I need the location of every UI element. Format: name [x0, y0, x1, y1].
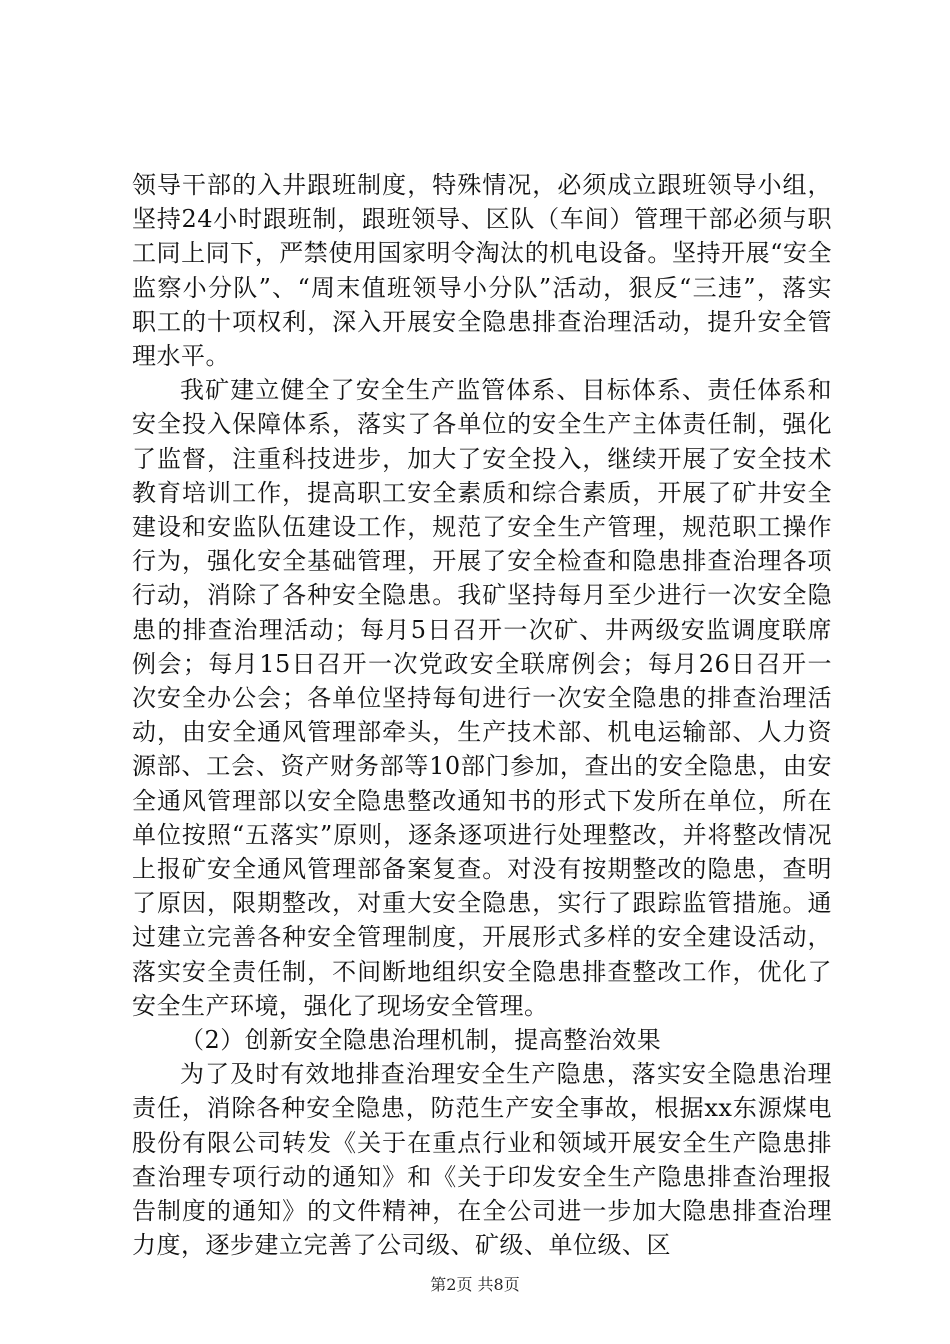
paragraph-continuation: 领导干部的入井跟班制度，特殊情况，必须成立跟班领导小组，坚持24小时跟班制，跟班领导、区队（车间）管理干部必须与职工同上同下，严禁使用国家明令淘汰的机电设备。坚持开展“安全监察小分队”、“周末值班领导小分队”活动，狠反“三违”，落实职工的十项权利，深入开展安全隐患排查治理活动，提升安全管理水平。: [132, 171, 832, 371]
paragraph-hazard-mechanism: 为了及时有效地排查治理安全生产隐患，落实安全隐患治理责任，消除各种安全隐患，防范生产安全事故，根据xx东源煤电股份有限公司转发《关于在重点行业和领域开展安全生产隐患排查治理专项行动的通知》和《关于印发安全生产隐患排查治理报告制度的通知》的文件精神，在全公司进一步加大隐患排查治理力度，逐步建立完善了公司级、矿级、单位级、区: [132, 1060, 832, 1260]
document-body: [132, 168, 832, 1263]
section-heading: （2）创新安全隐患治理机制，提高整治效果: [180, 1026, 662, 1055]
paragraph-safety-system: 我矿建立健全了安全生产监管体系、目标体系、责任体系和安全投入保障体系，落实了各单位的安全生产主体责任制，强化了监督，注重科技进步，加大了安全投入，继续开展了安全技术教育培训工作，提高职工安全素质和综合素质，开展了矿井安全建设和安监队伍建设工作，规范了安全生产管理，规范职工操作行为，强化安全基础管理，开展了安全检查和隐患排查治理各项行动，消除了各种安全隐患。我矿坚持每月至少进行一次安全隐患的排查治理活动；每月5日召开一次矿、井两级安监调度联席例会；每月15日召开一次党政安全联席例会；每月26日召开一次安全办公会；各单位坚持每旬进行一次安全隐患的排查治理活动，由安全通风管理部牵头，生产技术部、机电运输部、人力资源部、工会、资产财务部等10部门参加，查出的安全隐患，由安全通风管理部以安全隐患整改通知书的形式下发所在单位，所在单位按照“五落实”原则，逐条逐项进行处理整改，并将整改情况上报矿安全通风管理部备案复查。对没有按期整改的隐患，查明了原因，限期整改，对重大安全隐患，实行了跟踪监管措施。通过建立完善各种安全管理制度，开展形式多样的安全建设活动，落实安全责任制，不间断地组织安全隐患排查整改工作，优化了安全生产环境，强化了现场安全管理。: [132, 376, 832, 1020]
page-number-footer: 第2页 共8页: [430, 1275, 520, 1294]
